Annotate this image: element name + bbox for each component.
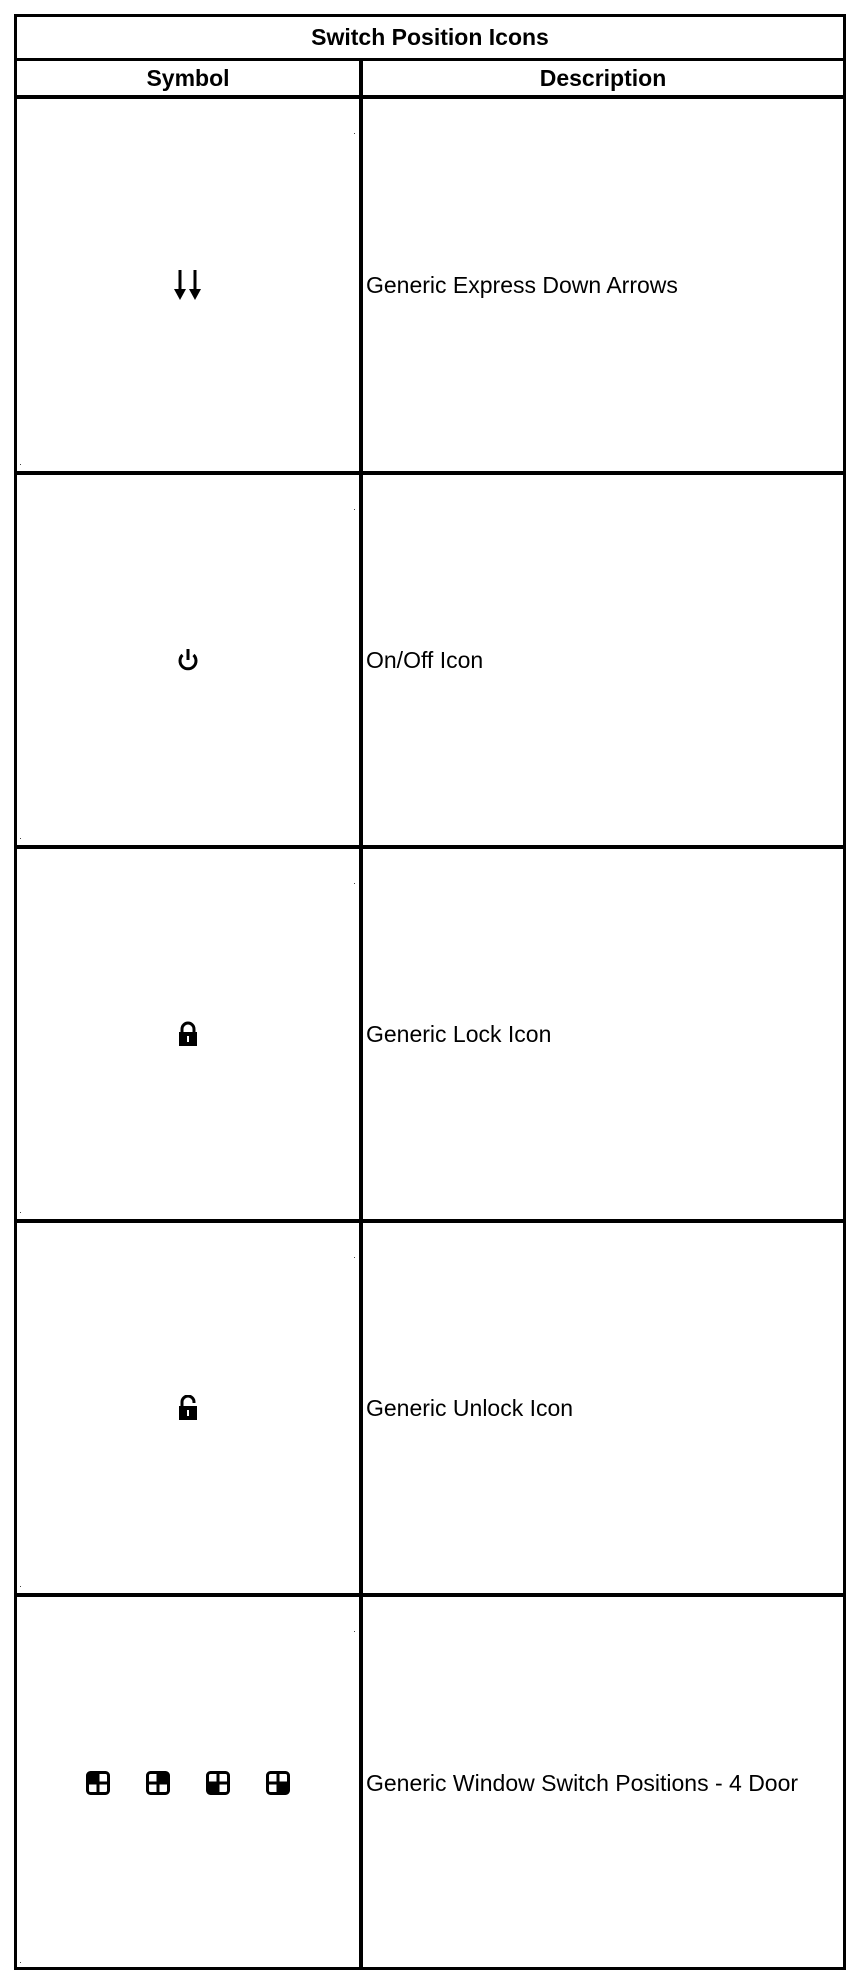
window-rear-left-icon [206, 1771, 230, 1795]
window-rear-right-icon [266, 1771, 290, 1795]
table-header-row [17, 61, 843, 99]
description-cell: On/Off Icon [366, 646, 484, 673]
express-down-arrows-icon [173, 269, 203, 301]
description-cell: Generic Express Down Arrows [366, 271, 678, 298]
table-row [17, 849, 843, 1223]
description-cell: Generic Window Switch Positions - 4 Door [366, 1769, 799, 1796]
symbol-cell [17, 99, 363, 471]
table-row [17, 1223, 843, 1597]
lock-icon [177, 1021, 199, 1047]
table-row [17, 475, 843, 849]
description-cell: Generic Unlock Icon [366, 1394, 574, 1421]
description-cell: Generic Lock Icon [366, 1020, 552, 1047]
table-row [17, 99, 843, 475]
symbol-cell [17, 1597, 363, 1969]
table-row [17, 1597, 843, 1969]
table-title: Switch Position Icons [17, 17, 843, 61]
window-switch-positions-icon [86, 1771, 290, 1795]
window-front-right-icon [146, 1771, 170, 1795]
description-column-header: Description [539, 64, 667, 91]
symbol-column-header: Symbol [17, 61, 363, 95]
window-front-left-icon [86, 1771, 110, 1795]
switch-position-icons-table [14, 14, 846, 1970]
power-icon [176, 647, 200, 673]
symbol-cell [17, 849, 363, 1219]
symbol-cell [17, 475, 363, 845]
unlock-icon [177, 1395, 199, 1421]
symbol-cell [17, 1223, 363, 1593]
table-body [17, 99, 843, 1967]
